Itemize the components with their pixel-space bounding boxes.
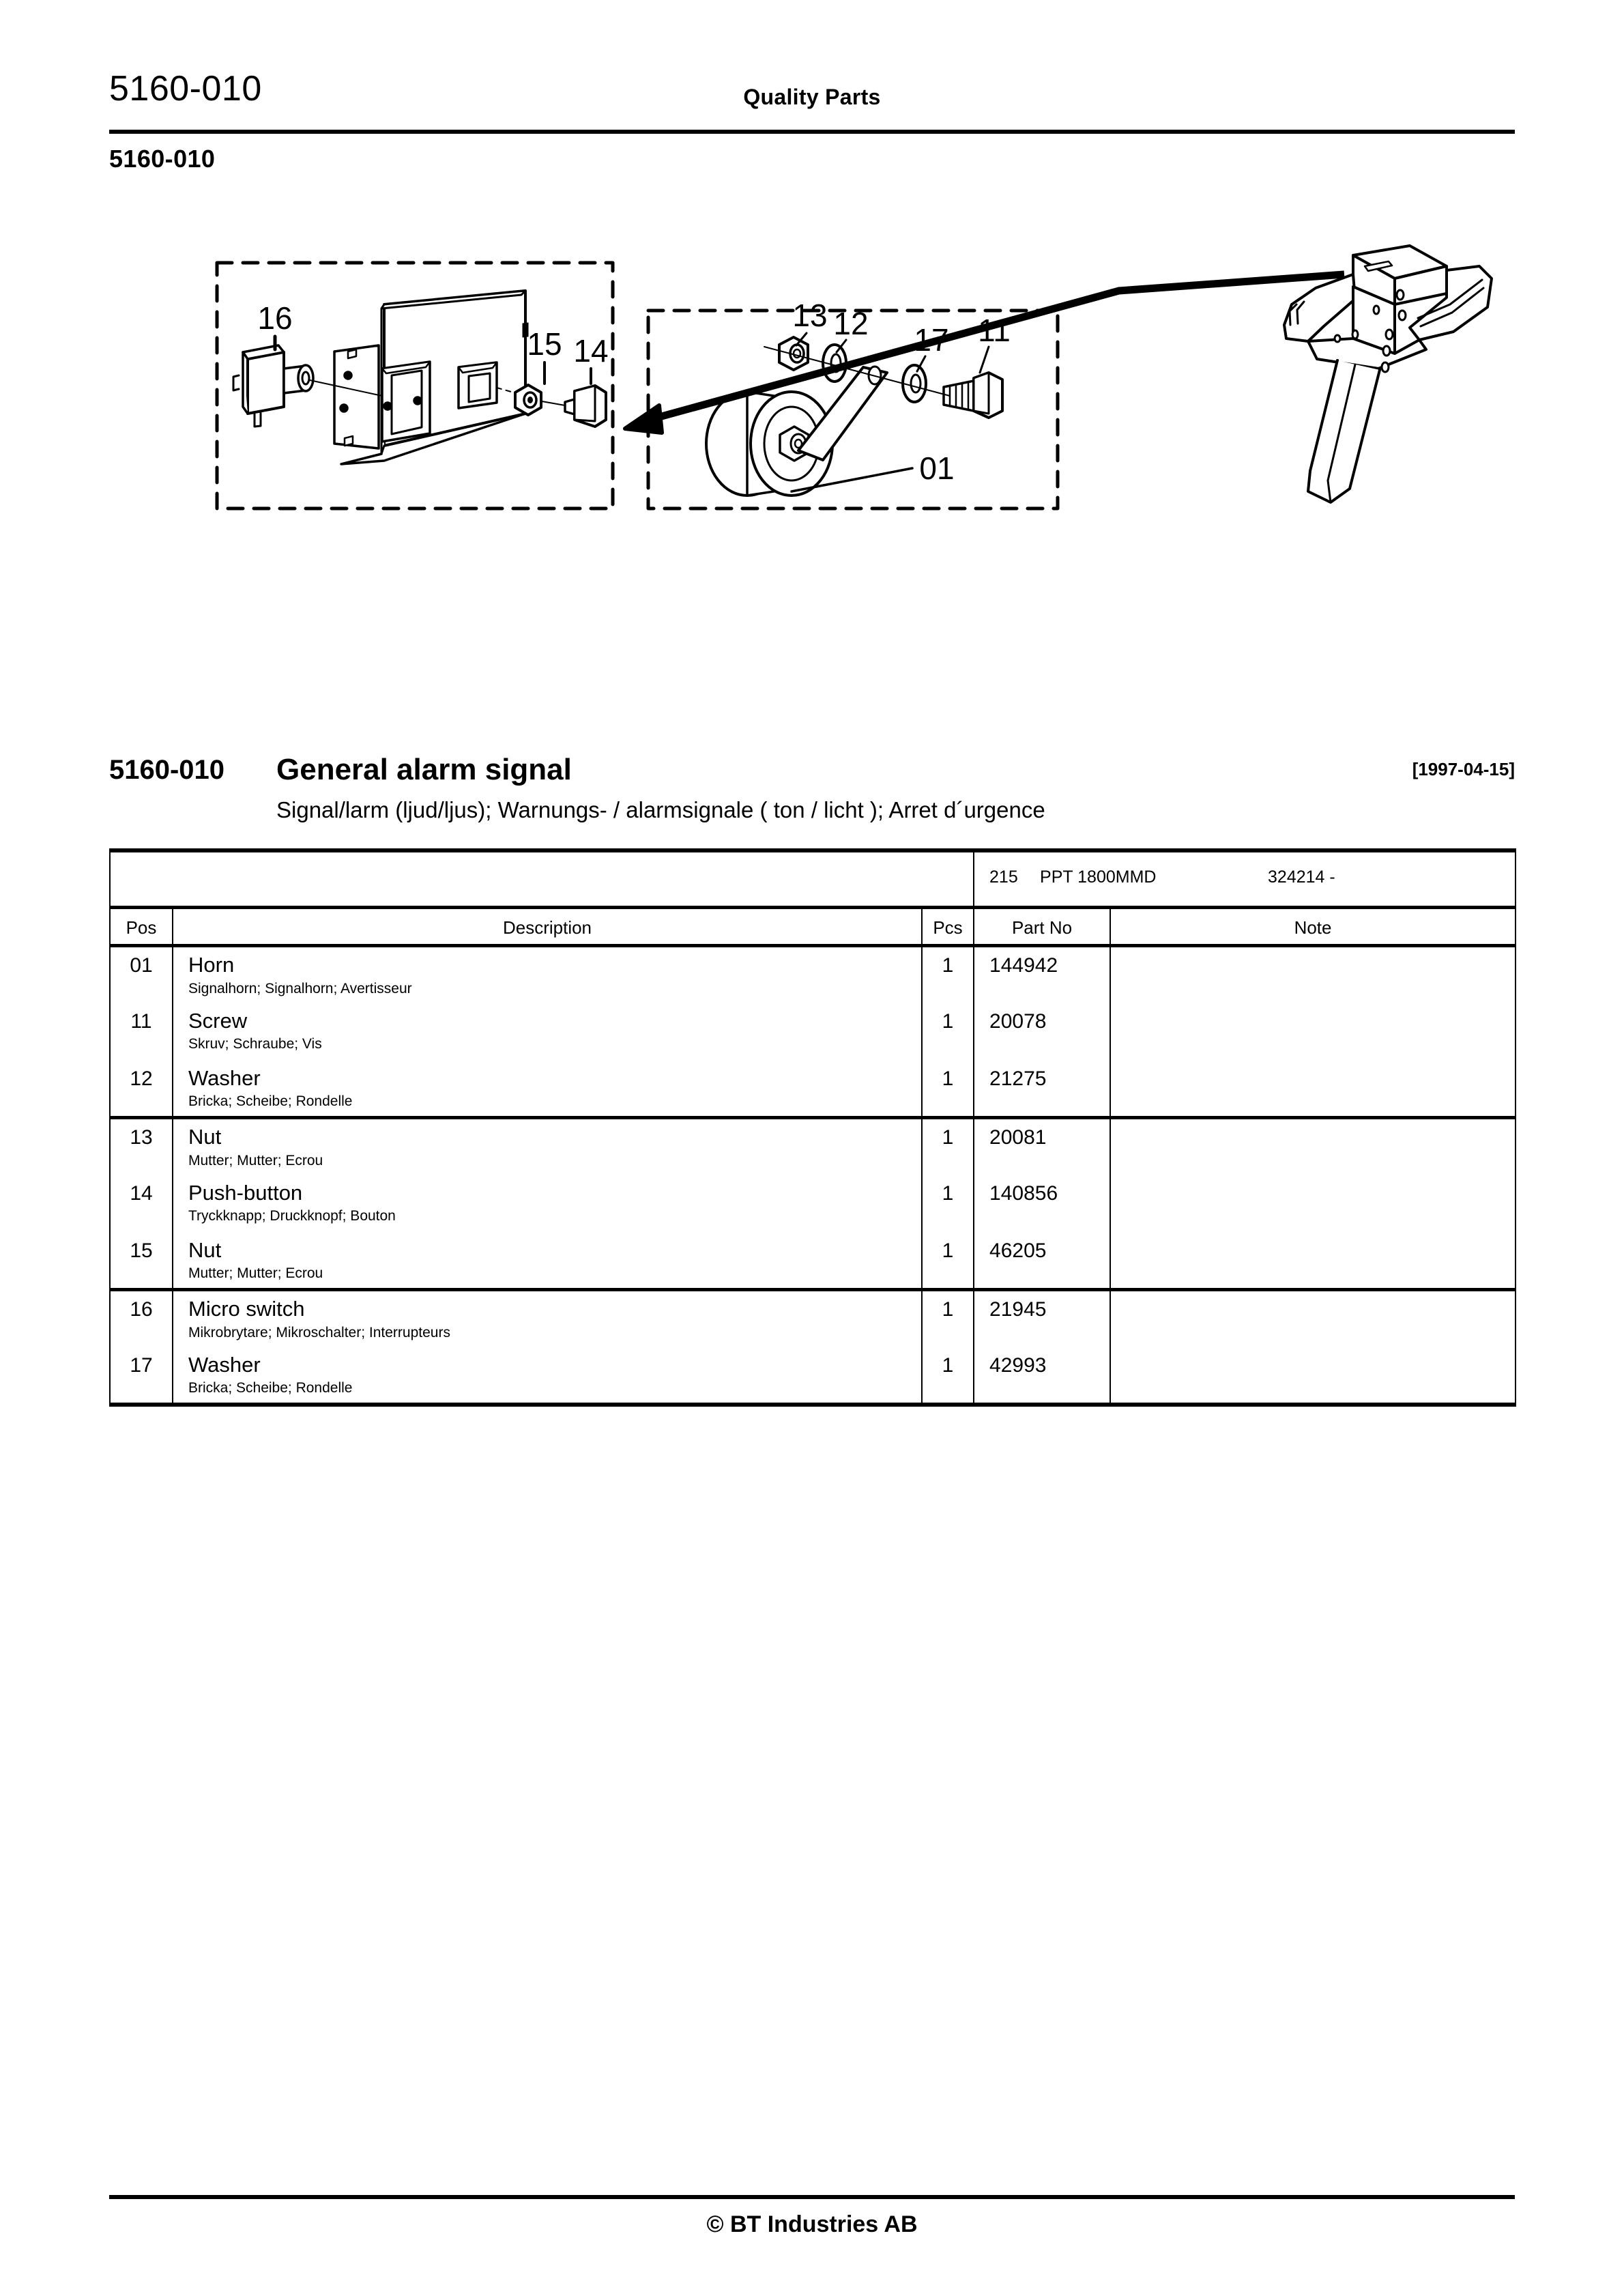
row-pcs: 1 <box>922 1118 974 1175</box>
row-pos: 01 <box>110 946 173 1003</box>
row-note <box>1110 1175 1516 1233</box>
row-pcs: 1 <box>922 1290 974 1347</box>
section-title-translations: Signal/larm (ljud/ljus); Warnungs- / alarmsignale ( ton / licht ); Arret d´urgence <box>276 797 1045 822</box>
row-note <box>1110 1347 1516 1405</box>
row-part-no: 144942 <box>974 946 1110 1003</box>
table-row <box>110 1175 1516 1233</box>
callout-11: 11 <box>978 313 1011 348</box>
row-pcs: 1 <box>922 1061 974 1118</box>
parts-table <box>109 848 1516 1407</box>
row-pcs: 1 <box>922 1347 974 1405</box>
model-number: 215 <box>989 867 1018 887</box>
row-pcs: 1 <box>922 1175 974 1233</box>
row-pcs: 1 <box>922 1003 974 1061</box>
table-row <box>110 1061 1516 1118</box>
callout-01: 01 <box>919 450 955 486</box>
row-part-no: 21945 <box>974 1290 1110 1347</box>
row-description <box>173 1233 922 1290</box>
row-part-no: 20078 <box>974 1003 1110 1061</box>
column-header-note: Note <box>1110 908 1516 946</box>
table-row <box>110 1290 1516 1347</box>
model-band-row <box>110 850 1516 908</box>
row-part-translations: Mutter; Mutter; Ecrou <box>188 1152 323 1168</box>
row-pos: 13 <box>110 1118 173 1175</box>
callout-16: 16 <box>257 300 293 336</box>
section-title-name: General alarm signal <box>276 753 572 786</box>
row-description <box>173 1347 922 1405</box>
column-header-desc: Description <box>173 908 922 946</box>
callout-14: 14 <box>573 333 609 369</box>
table-row <box>110 1003 1516 1061</box>
row-pos: 14 <box>110 1175 173 1233</box>
row-description <box>173 1061 922 1118</box>
row-part-no: 46205 <box>974 1233 1110 1290</box>
column-header-part-no: Part No <box>974 908 1110 946</box>
footer-divider <box>109 2195 1515 2199</box>
section-code: 5160-010 <box>109 145 216 173</box>
callout-15: 15 <box>527 326 562 362</box>
row-note <box>1110 1290 1516 1347</box>
row-part-no: 20081 <box>974 1118 1110 1175</box>
header-divider <box>109 130 1515 134</box>
row-part-name: Horn <box>188 953 235 977</box>
row-pos: 12 <box>110 1061 173 1118</box>
model-band-info <box>974 850 1516 908</box>
page-header <box>109 71 1515 137</box>
table-row <box>110 946 1516 1003</box>
row-part-name: Micro switch <box>188 1297 305 1321</box>
row-description <box>173 946 922 1003</box>
row-part-name: Nut <box>188 1237 222 1262</box>
row-part-translations: Bricka; Scheibe; Rondelle <box>188 1093 353 1110</box>
row-pos: 17 <box>110 1347 173 1405</box>
row-part-name: Nut <box>188 1125 222 1149</box>
row-note <box>1110 1118 1516 1175</box>
table-row <box>110 1118 1516 1175</box>
row-part-translations: Skruv; Schraube; Vis <box>188 1036 322 1052</box>
row-pos: 11 <box>110 1003 173 1061</box>
table-row <box>110 1233 1516 1290</box>
section-revision-date: [1997-04-15] <box>1412 759 1515 779</box>
row-description <box>173 1118 922 1175</box>
header-title: Quality Parts <box>743 85 881 109</box>
row-description <box>173 1003 922 1061</box>
row-pos: 15 <box>110 1233 173 1290</box>
row-part-no: 21275 <box>974 1061 1110 1118</box>
callout-12: 12 <box>833 306 869 341</box>
row-pcs: 1 <box>922 1233 974 1290</box>
row-note <box>1110 1061 1516 1118</box>
table-row <box>110 1347 1516 1405</box>
column-header-pos: Pos <box>110 908 173 946</box>
row-description <box>173 1290 922 1347</box>
footer-copyright: © BT Industries AB <box>706 2211 918 2237</box>
row-pcs: 1 <box>922 946 974 1003</box>
row-part-no: 42993 <box>974 1347 1110 1405</box>
exploded-view-illustration <box>109 171 1515 737</box>
row-part-name: Screw <box>188 1008 248 1033</box>
model-serial-range: 324214 - <box>1268 867 1335 887</box>
row-part-name: Push-button <box>188 1180 303 1205</box>
row-part-translations: Mikrobrytare; Mikroschalter; Interrupteurs <box>188 1324 450 1340</box>
row-part-translations: Bricka; Scheibe; Rondelle <box>188 1380 353 1396</box>
model-designation: PPT 1800MMD <box>1040 867 1157 887</box>
row-description <box>173 1175 922 1233</box>
header-section-code: 5160-010 <box>109 69 262 109</box>
callout-13: 13 <box>792 298 828 333</box>
section-title-code: 5160-010 <box>109 755 225 785</box>
row-part-translations: Tryckknapp; Druckknopf; Bouton <box>188 1208 396 1224</box>
callout-17: 17 <box>914 322 949 358</box>
row-pos: 16 <box>110 1290 173 1347</box>
section-title-block <box>109 755 1515 844</box>
row-part-translations: Signalhorn; Signalhorn; Avertisseur <box>188 980 412 996</box>
row-part-name: Washer <box>188 1352 261 1377</box>
row-part-no: 140856 <box>974 1175 1110 1233</box>
row-note <box>1110 946 1516 1003</box>
model-band-blank <box>110 850 974 908</box>
row-note <box>1110 1233 1516 1290</box>
table-header-row <box>110 908 1516 946</box>
row-part-name: Washer <box>188 1065 261 1090</box>
row-note <box>1110 1003 1516 1061</box>
row-part-translations: Mutter; Mutter; Ecrou <box>188 1265 323 1282</box>
column-header-pcs: Pcs <box>922 908 974 946</box>
